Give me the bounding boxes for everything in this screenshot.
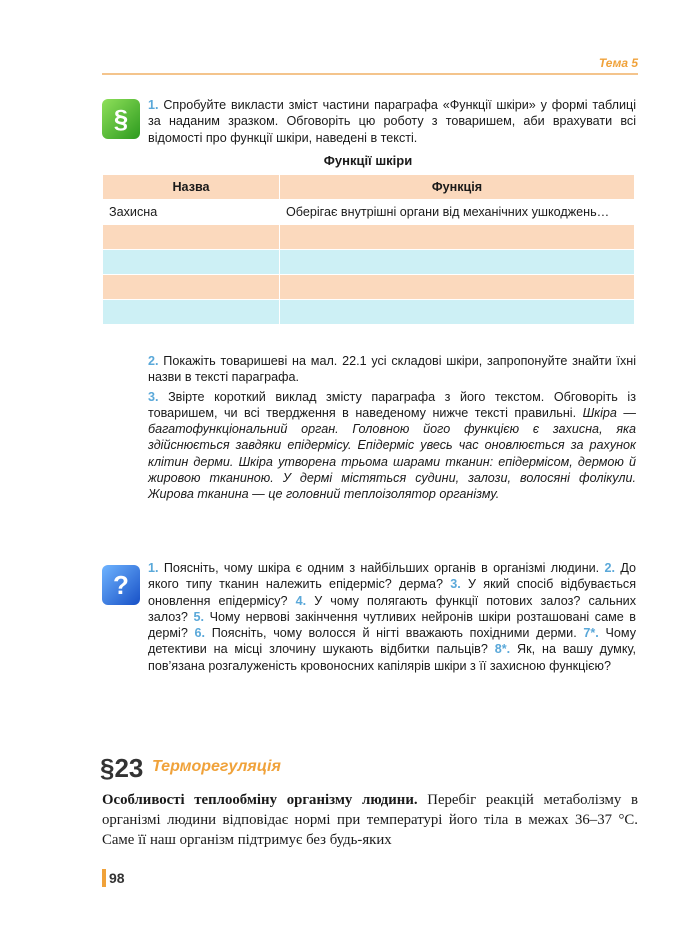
question-number: 5.	[193, 609, 205, 624]
topic-label: Тема 5	[598, 56, 638, 70]
question-text: У який спосіб відбувається оновлення епідермісу?	[148, 577, 637, 608]
question-number: 2.	[604, 561, 616, 575]
table-header: Назва	[103, 175, 280, 200]
table-header-row	[103, 175, 635, 200]
task-text: Покажіть товаришеві на мал. 22.1 усі складові шкіри, запропонуйте знайти їхні назви в тексті параграфа.	[148, 354, 637, 385]
table-cell	[103, 250, 280, 275]
question-text: Чому нервові закінчення чутливих нейронів шкіри розташовані саме в дермі?	[148, 609, 636, 641]
task-item-3	[148, 389, 636, 503]
page-number-marker	[102, 869, 106, 887]
section-title: Терморегуляція	[152, 758, 281, 775]
table-cell	[280, 300, 635, 325]
task-item-2	[148, 353, 636, 386]
table-cell	[280, 250, 635, 275]
table-cell: Оберігає внутрішні органи від механічних ушкоджень…	[280, 200, 635, 225]
table-cell	[280, 225, 635, 250]
task-text: Звірте короткий виклад змісту параграфа з його текстом. Обговоріть із товаришем, чи всі твердження в наведеному нижче тексті правильні.	[148, 389, 636, 420]
table-cell	[103, 225, 280, 250]
section-number: §23	[100, 753, 144, 783]
question-number: 7*.	[583, 626, 599, 641]
table-row	[103, 225, 635, 250]
question-text: Чому детективи на місці злочину шукають відбитки пальців?	[148, 626, 637, 657]
question-text: Поясніть, чому шкіра є одним з найбільших органів в організмі людини.	[163, 561, 600, 575]
questions-block	[148, 560, 636, 674]
table-header: Функція	[280, 175, 635, 200]
table-row	[103, 200, 635, 225]
question-number: 8*.	[494, 642, 511, 657]
section-text: Перебіг реакцій метаболізму в організмі людини відповідає нормі при температурі його тіла в межах 36–37 °С. Саме її наш організм підтримує без будь-яких	[102, 792, 638, 848]
table-cell	[103, 300, 280, 325]
table-row	[103, 275, 635, 300]
question-text: Як, на вашу думку, пов’язана розгалуженість кровоносних капілярів шкіри з її захисною функцією?	[148, 642, 637, 673]
question-text: До якого типу тканин належить епідерміс? дерма?	[148, 561, 637, 592]
question-text: Поясніть, чому волосся й нігті вважають похідними дерми.	[211, 626, 577, 641]
task-number: 3.	[148, 389, 159, 404]
section-lead: Особливості теплообміну організму людини.	[102, 792, 418, 808]
table-title: Функції шкіри	[323, 153, 413, 168]
table-row	[103, 250, 635, 275]
task-number: 2.	[148, 354, 159, 368]
table-cell: Захисна	[103, 200, 280, 225]
question-number: 6.	[194, 626, 206, 641]
task-text: Спробуйте викласти зміст частини параграфа «Функції шкіри» у формі таблиці за наданим зразком. Обговоріть цю роботу з товаришем, аби врахувати всі відомості про функції шкіри, наведені в тексті.	[148, 98, 637, 145]
question-number: 4.	[295, 593, 307, 608]
table-row	[103, 300, 635, 325]
question-text: У чому полягають функції потових залоз? сальних залоз?	[148, 593, 636, 624]
task-number: 1.	[148, 98, 159, 112]
table-cell	[103, 275, 280, 300]
header-divider	[102, 73, 638, 75]
skin-functions-table	[102, 174, 635, 325]
table-cell	[280, 275, 635, 300]
section-body	[102, 790, 638, 850]
task-list-2	[148, 353, 636, 503]
task-list-1	[148, 97, 636, 146]
summary-italic-text: Шкіра — багатофункціональний орган. Головною його функцією є захисна, яка здійснюється завдяки епідермісу. Епідерміс увесь час оновлюється за рахунок клітин дерми. Шкіра утворена трьома шарами тканин: епідермісом, дермою й жировою тканиною. У дермі містяться судини, залози, волосяні фолікули. Жирова тканина — це головний теплоізолятор організму.	[148, 405, 637, 502]
paragraph-icon: §	[102, 99, 140, 139]
question-icon: ?	[102, 565, 140, 605]
question-number: 3.	[450, 577, 461, 592]
question-number: 1.	[148, 561, 159, 575]
page-number: 98	[109, 870, 125, 886]
